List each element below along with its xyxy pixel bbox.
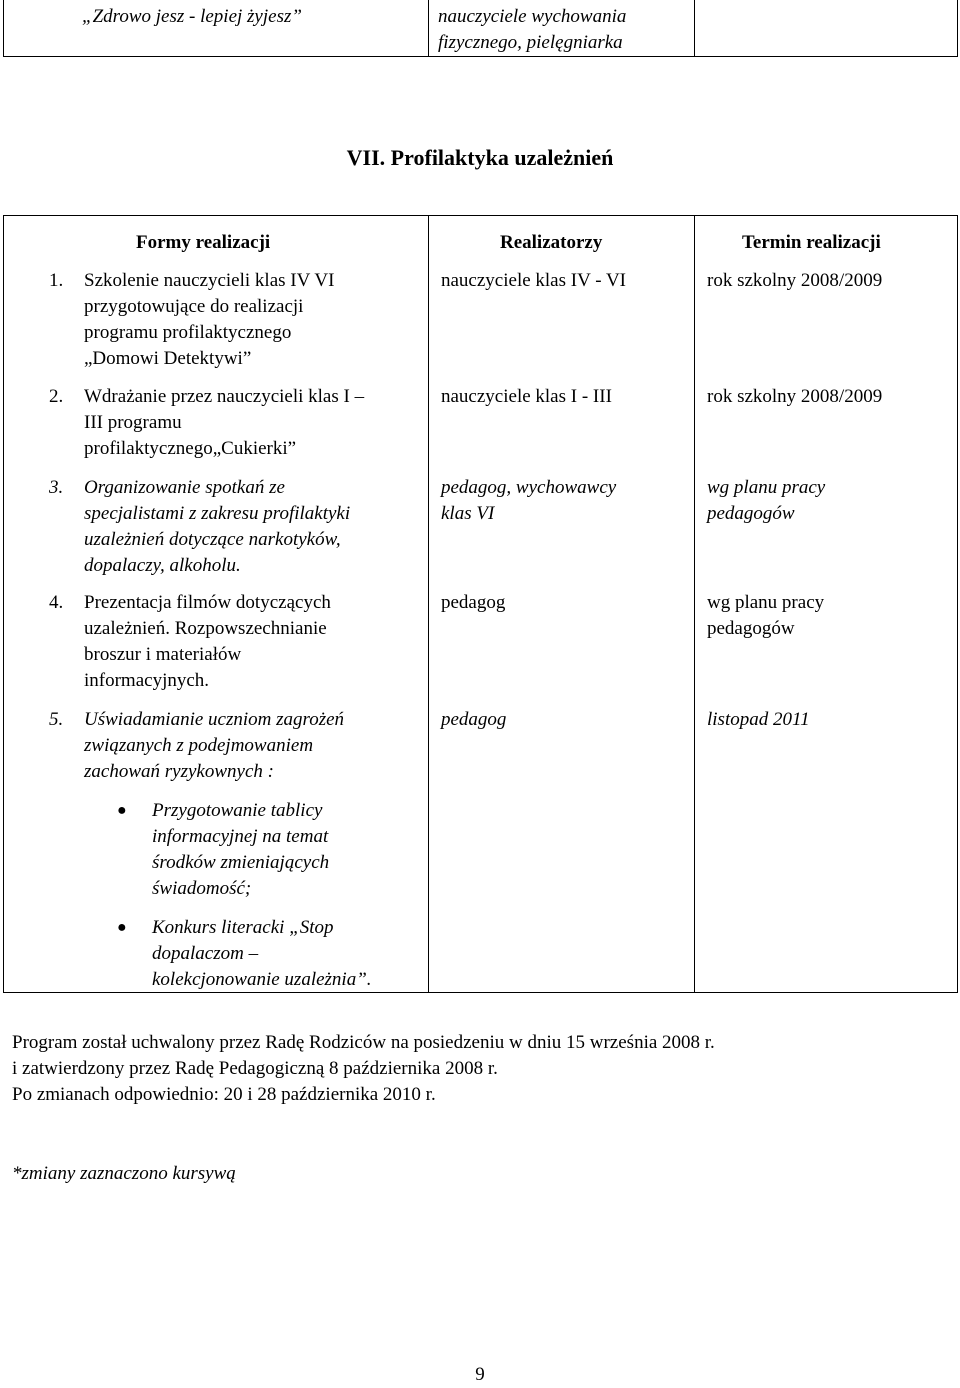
text-line: wg planu pracy [707,477,826,498]
row-realizers [441,475,691,527]
text-line: pedagog, wychowawcy [441,477,617,498]
text-line: Organizowanie spotkań ze [84,477,285,498]
row-realizers: pedagog [441,709,507,730]
footer-line: Program został uchwalony przez Radę Rodziców na posiedzeniu w dniu 15 września 2008 r. [12,1032,715,1053]
text-line: informacyjnej na temat [152,826,329,847]
text-line: specjalistami z zakresu profilaktyki [84,503,351,524]
row-description [84,590,424,694]
row-number: 2. [49,386,64,407]
row-deadline: listopad 2011 [707,709,810,730]
row-number: 4. [49,592,64,613]
section-title: VII. Profilaktyka uzależnień [346,145,614,170]
text-line: „Domowi Detektywi” [84,348,252,369]
text-line: programu profilaktycznego [84,322,292,343]
row-realizers: nauczyciele klas I - III [441,386,612,407]
row-deadline [707,590,957,642]
text-line: uzależnień dotyczące narkotyków, [84,529,341,550]
row-description [84,268,424,372]
column-divider [694,216,695,992]
text-line: Szkolenie nauczycieli klas IV VI [84,270,335,291]
text-line: III programu [84,412,182,433]
header-deadline: Termin realizacji [742,232,881,253]
text-line: związanych z podejmowaniem [84,735,314,756]
text-line: Konkurs literacki „Stop [152,917,334,938]
header-forms: Formy realizacji [136,232,271,253]
text-line: dopalaczom – [152,943,259,964]
text-line: uzależnień. Rozpowszechnianie [84,618,327,639]
row-deadline [707,475,957,527]
text-line: wg planu pracy [707,592,825,613]
text-line: Prezentacja filmów dotyczących [84,592,331,613]
row-number: 1. [49,270,64,291]
top-row-form: „Zdrowo jesz - lepiej żyjesz” [82,6,302,27]
text-line: środków zmieniających [152,852,330,873]
row-realizers: pedagog [441,592,506,613]
text-line: dopalaczy, alkoholu. [84,555,241,576]
page-number: 9 [475,1364,485,1385]
row-description [84,384,424,462]
bullet-icon: ● [117,802,127,819]
row-description [84,475,424,579]
prevention-table [3,215,958,993]
header-realizers: Realizatorzy [500,232,603,253]
top-row-realizers-line2: fizycznego, pielęgniarka [438,32,623,53]
text-line: przygotowujące do realizacji [84,296,304,317]
bullet-item [152,915,424,993]
text-line: kolekcjonowanie uzależnia”. [152,969,372,990]
row-deadline: rok szkolny 2008/2009 [707,386,883,407]
text-line: klas VI [441,503,495,524]
row-number: 3. [49,477,64,498]
column-divider [428,0,429,56]
column-divider [694,0,695,56]
footer-note: *zmiany zaznaczono kursywą [12,1163,236,1184]
text-line: Przygotowanie tablicy [152,800,323,821]
top-row-realizers-line1: nauczyciele wychowania [438,6,627,27]
text-line: pedagogów [707,503,795,524]
bullet-icon: ● [117,919,127,936]
row-description [84,707,424,785]
footer-line: i zatwierdzony przez Radę Pedagogiczną 8 października 2008 r. [12,1058,498,1079]
top-table-fragment [3,0,958,57]
row-number: 5. [49,709,64,730]
text-line: zachowań ryzykownych : [84,761,274,782]
text-line: świadomość; [152,878,252,899]
column-divider [428,216,429,992]
text-line: broszur i materiałów [84,644,242,665]
row-deadline: rok szkolny 2008/2009 [707,270,883,291]
text-line: informacyjnych. [84,670,210,691]
bullet-item [152,798,424,902]
text-line: Wdrażanie przez nauczycieli klas I – [84,386,365,407]
text-line: pedagogów [707,618,795,639]
row-realizers: nauczyciele klas IV - VI [441,270,626,291]
text-line: profilaktycznego„Cukierki” [84,438,297,459]
text-line: Uświadamianie uczniom zagrożeń [84,709,345,730]
footer-line: Po zmianach odpowiednio: 20 i 28 października 2010 r. [12,1084,436,1105]
